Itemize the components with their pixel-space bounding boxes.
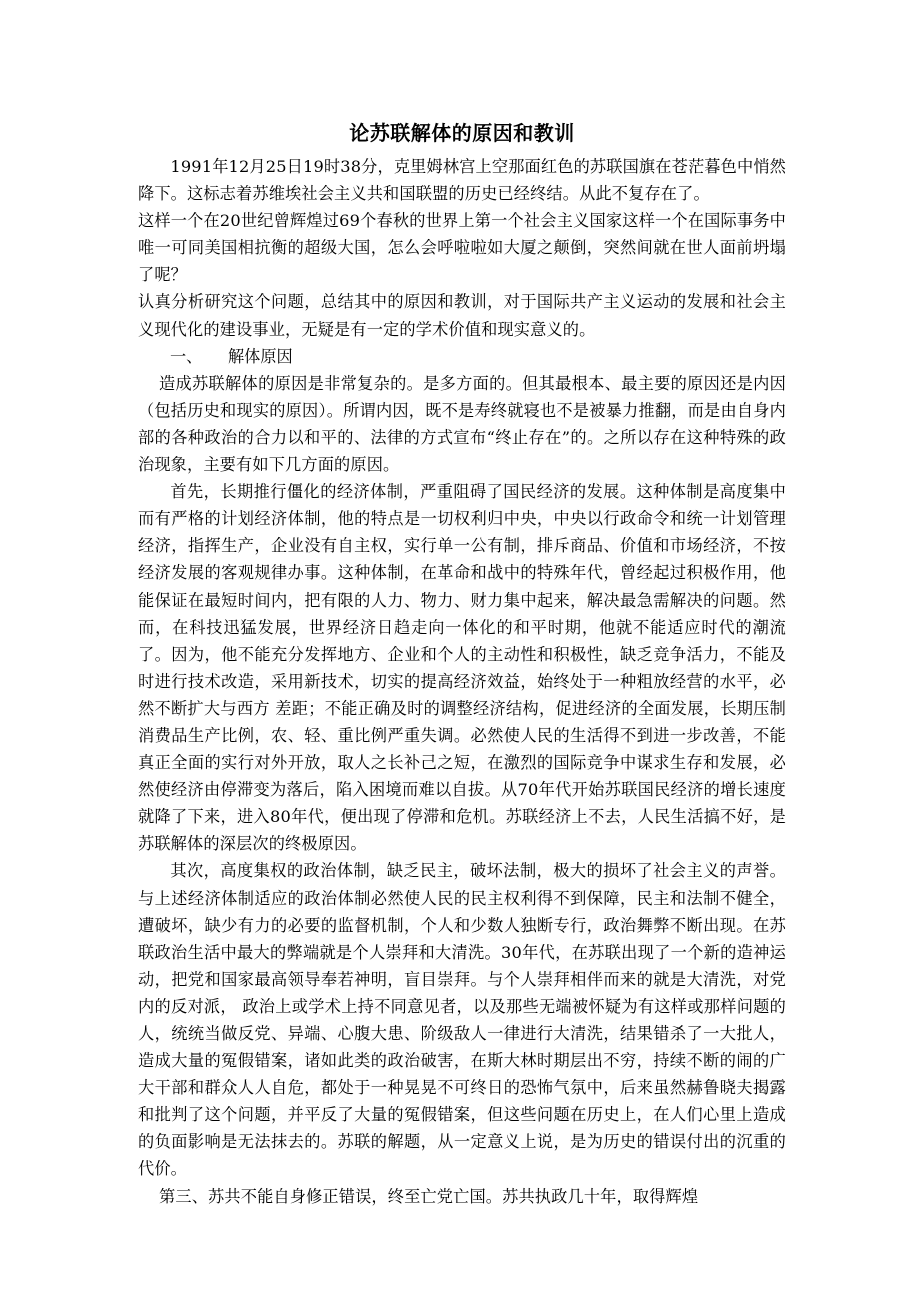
intro-paragraph-1: 1991年12月25日19时38分，克里姆林宫上空那面红色的苏联国旗在苍茫暮色中悄然降下。这标志着苏维埃社会主义共和国联盟的历史已经终结。从此不复存在了。 <box>138 157 786 204</box>
section-heading-number: 一、 <box>170 346 203 366</box>
section-heading <box>138 343 786 370</box>
intro-paragraph-3: 认真分析研究这个问题，总结其中的原因和教训，对于国际共产主义运动的发展和社会主义现代化的建设事业，无疑是有一定的学术价值和现实意义的。 <box>138 292 786 339</box>
document-title: 论苏联解体的原因和教训 <box>349 121 575 145</box>
body-paragraph-3: 其次，高度集权的政治体制，缺乏民主，破坏法制，极大的损坏了社会主义的声誉。与上述经济体制适应的政治体制必然使人民的民主权利得不到保障，民主和法制不健全，遭破坏，缺少有力的必要的监督机制，个人和少数人独断专行，政治舞弊不断出现。在苏联政治生活中最大的弊端就是个人崇拜和大清洗。30年代，在苏联出现了一个新的造神运动，把党和国家最高领导奉若神明，盲目崇拜。与个人崇拜相伴而来的就是大清洗，对党内的反对派， 政治上或学术上持不同意见者，以及那些无端被怀疑为有这样或那样问题的人，统统当做反党、异端、心腹大患、阶级敌人一律进行大清洗，结果错杀了一大批人，造成大量的冤假错案，诸如此类的政治破害，在斯大林时期层出不穷，持续不断的闹的广大干部和群众人人自危，都处于一种晃晃不可终日的恐怖气氛中，后来虽然赫鲁晓夫揭露和批判了这个问题，并平反了大量的冤假错案，但这些问题在历史上，在人们心里上造成的负面影响是无法抹去的。苏联的解题，从一定意义上说，是为历史的错误付出的沉重的代价。 <box>138 861 786 1179</box>
body-paragraph-1: 造成苏联解体的原因是非常复杂的。是多方面的。但其最根本、最主要的原因还是内因（包括历史和现实的原因）。所谓内因，既不是寿终就寝也不是被暴力推翻，而是由自身内部的各种政治的合力以和平的、法律的方式宣布“终止存在”的。之所以存在这种特殊的政治现象，主要有如下几方面的原因。 <box>138 373 786 475</box>
body-paragraph-4: 第三、苏共不能自身修正错误，终至亡党亡国。苏共执政几十年，取得辉煌 <box>159 1186 699 1206</box>
body-paragraph-2: 首先，长期推行僵化的经济体制，严重阻碍了国民经济的发展。这种体制是高度集中而有严格的计划经济体制，他的特点是一切权利归中央，中央以行政命令和统一计划管理经济，指挥生产，企业没有自主权，实行单一公有制，排斥商品、价值和市场经济，不按经济发展的客观规律办事。这种体制，在革命和战中的特殊年代，曾经起过积极作用，他能保证在最短时间内，把有限的人力、物力、财力集中起来，解决最急需解决的问题。然而，在科技迅猛发展，世界经济日趋走向一体化的和平时期，他就不能适应时代的潮流了。因为，他不能充分发挥地方、企业和个人的主动性和积极性，缺乏竞争活力，不能及时进行技术改造，采用新技术，切实的提高经济效益，始终处于一种粗放经营的水平，必然不断扩大与西方 差距；不能正确及时的调整经济结构，促进经济的全面发展，长期压制消费品生产比例，农、轻、重比例严重失调。必然使人民的生活得不到进一步改善，不能真正全面的实行对外开放，取人之长补己之短，在激烈的国际竞争中谋求生存和发展，必然使经济由停滞变为落后，陷入困境而难以自拔。从70年代开始苏联国民经济的增长速度就降了下来，进入80年代，便出现了停滞和危机。苏联经济上不去，人民生活搞不好，是苏联解体的深层次的终极原因。 <box>138 482 786 854</box>
document-page <box>138 118 786 1210</box>
intro-paragraph-2: 这样一个在20世纪曾辉煌过69个春秋的世界上第一个社会主义国家这样一个在国际事务中唯一可同美国相抗衡的超级大国，怎么会呼啦啦如大厦之颠倒，突然间就在世人面前坍塌了呢？ <box>138 211 786 285</box>
section-heading-text: 解体原因 <box>228 346 293 366</box>
